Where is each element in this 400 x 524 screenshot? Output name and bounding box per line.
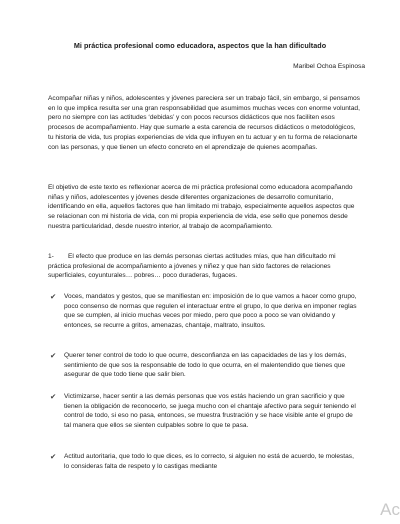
- list-item: [50, 451, 360, 471]
- checkmark-icon: ✔: [50, 451, 57, 461]
- list-item: [50, 291, 360, 331]
- list-item: [50, 391, 360, 431]
- intro-paragraph: Acompañar niñas y niños, adolescentes y jóvenes pareciera ser un trabajo fácil, sin embargo, si pensamos en lo que implica resulta ser una gran responsabilidad que asumimos muchas veces con enorme voluntad, pero no siempre con las actitudes ‘debidas’ y con pocos recursos didácticos que nos faciliten esos procesos de acompañamiento. Hay que sumarle a esta carencia de recursos didácticos o metodológicos, tu historia de vida, tus propias experiencias de vida que influyen en tu actuar y en tu forma de relacionarte con las personas, y que tienen un efecto concreto en el aprendizaje de quienes acompañas.: [48, 95, 360, 151]
- numbered-item-text: El efecto que produce en las demás personas ciertas actitudes mías, que han dificultado mi práctica profesional de acompañamiento a jóvenes y niñez y que han sido factores de relaciones superficiales, coyunturales… pobres… poco duraderas, fugaces.: [48, 253, 336, 280]
- list-item-text: Victimizarse, hacer sentir a las demás personas que vos estás haciendo un gran sacrificio y que tienen la obligación de reconocerlo, se juega mucho con el chantaje afectivo para seguir teniendo el control de todo, si eso no pasa, entonces, se muestra frustración y se hace visible ante el grupo de tal manera que ellos se sienten culpables sobre lo que te pasa.: [64, 393, 356, 430]
- checkmark-icon: ✔: [50, 350, 57, 360]
- numbered-item: [48, 252, 360, 281]
- numbered-item-number: 1-: [48, 253, 54, 260]
- list-item-text: Querer tener control de todo lo que ocurre, desconfianza en las capacidades de las y los demás, sentimiento de que sos la responsable de todo lo que ocurra, en el malentendido que tienes que asegurar de que todo tiene que salir bien.: [64, 352, 347, 379]
- watermark-text: Ac: [380, 500, 400, 519]
- checkmark-icon: ✔: [50, 291, 57, 301]
- checkmark-icon: ✔: [50, 391, 57, 401]
- list-item-text: Actitud autoritaria, que todo lo que dices, es lo correcto, si alguien no está de acuerdo, te molestas, lo consideras falta de respeto y lo castigas mediante: [64, 453, 354, 470]
- document-author: Maribel Ochoa Espinosa: [293, 63, 365, 70]
- document-title: Mi práctica profesional como educadora, aspectos que la han dificultado: [73, 41, 327, 50]
- objective-paragraph: El objetivo de este texto es reflexionar acerca de mi práctica profesional como educadora acompañando niñas y niños, adolescentes y jóvenes desde diferentes organizaciones de desarrollo comunitario, identificando en ella, aquellos factores que han limitado mi trabajo, especialmente aquellos aspectos que se relacionan con mi historia de vida, con mi propia experiencia de vida, ese sello que ponemos desde nuestra particularidad, desde nuestro interior, al trabajo de acompañamiento.: [48, 184, 355, 230]
- list-item: [50, 350, 360, 380]
- list-item-text: Voces, mandatos y gestos, que se manifiestan en: imposición de lo que vamos a hacer como grupo, poco consenso de normas que regulen el interactuar entre el grupo, lo que deriva en imponer reglas que se cumplen, al inicio muchas veces por miedo, pero que poco a poco se van olvidando y entonces, se recurre a gritos, amenazas, chantaje, maltrato, insultos.: [64, 293, 357, 330]
